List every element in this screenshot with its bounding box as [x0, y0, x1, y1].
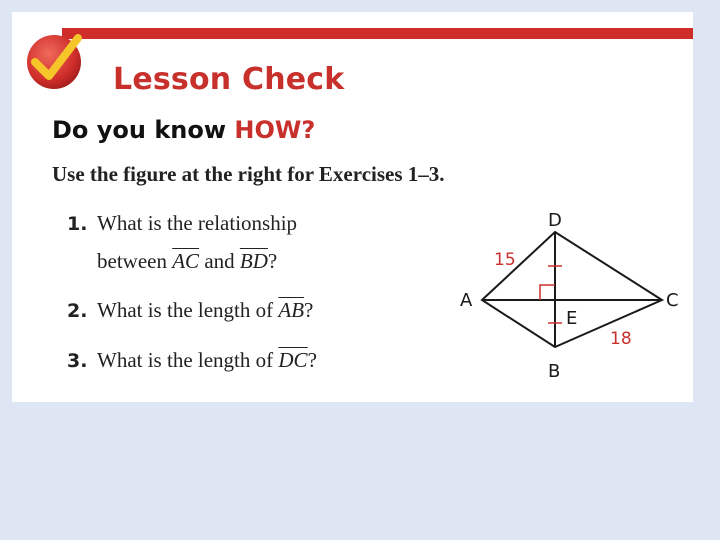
length-label-ec: 18	[610, 329, 632, 349]
exercise-text: ?	[307, 348, 317, 372]
heading-prefix: Do you know	[52, 116, 235, 144]
segment-label: $\overline{AC}$	[172, 249, 200, 273]
exercise-text: ?	[304, 298, 314, 322]
exercise-text: What is the relationship	[97, 211, 298, 235]
exercise-text: between	[97, 249, 173, 273]
checkmark-icon	[20, 24, 92, 96]
exercise-1	[67, 205, 297, 280]
point-label-d: D	[548, 210, 562, 231]
exercise-number: 1.	[67, 213, 88, 235]
lesson-check-card	[12, 12, 693, 402]
right-angle-mark	[540, 285, 555, 300]
exercise-text: What is the length of	[97, 348, 279, 372]
section-heading	[52, 116, 315, 144]
exercise-3	[67, 342, 317, 380]
segment-label: $\overline{BD}$	[239, 249, 268, 273]
exercise-number: 3.	[67, 350, 88, 372]
point-label-a: A	[460, 290, 473, 311]
exercise-text: What is the length of	[97, 298, 279, 322]
lesson-title: Lesson Check	[113, 62, 345, 97]
point-label-e: E	[566, 308, 578, 329]
heading-accent: HOW?	[234, 116, 316, 144]
exercise-number: 2.	[67, 300, 88, 322]
segment-label: $\overline{DC}$	[278, 348, 308, 372]
exercise-text: and	[199, 249, 240, 273]
exercise-text: ?	[267, 249, 278, 273]
segment-label: $\overline{AB}$	[278, 298, 305, 322]
length-label-ad: 15	[494, 250, 516, 270]
header-bar	[62, 28, 693, 39]
point-label-c: C	[666, 290, 679, 311]
rhombus-figure	[442, 202, 692, 387]
instructions: Use the figure at the right for Exercises 1–3.	[52, 162, 445, 186]
exercise-2	[67, 292, 313, 330]
point-label-b: B	[548, 361, 561, 382]
